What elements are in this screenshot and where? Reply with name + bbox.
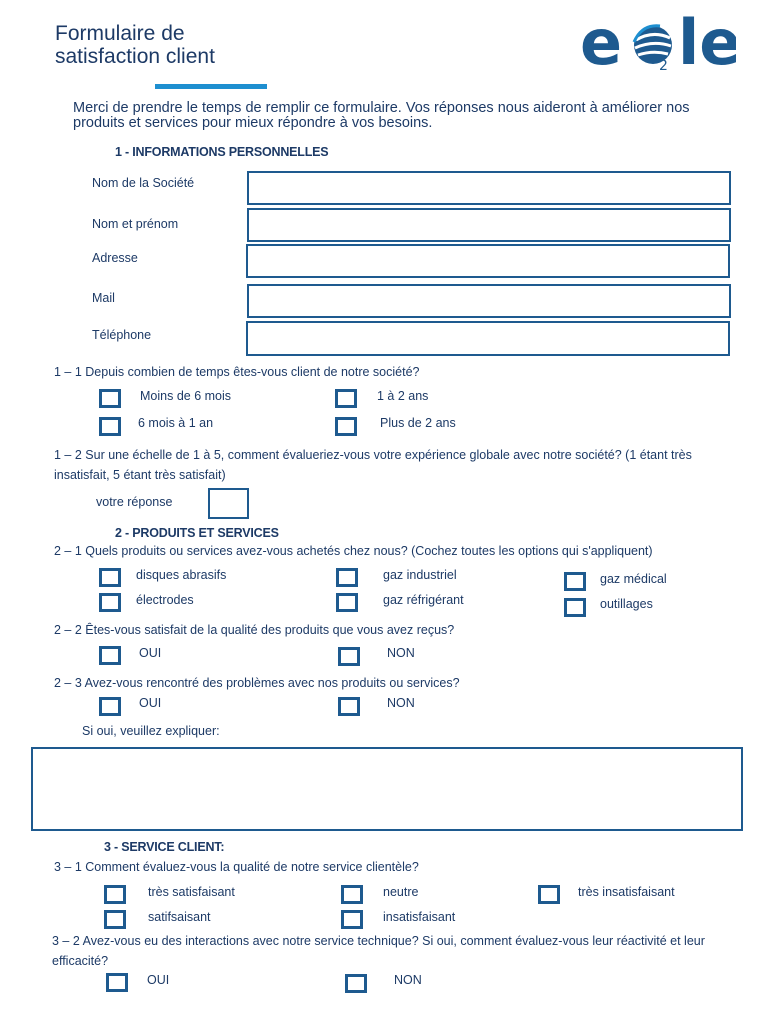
- rating-input[interactable]: [208, 488, 249, 519]
- explanation-textarea[interactable]: [31, 747, 743, 831]
- phone-label: Téléphone: [92, 328, 152, 342]
- name-label: Nom et prénom: [92, 217, 179, 231]
- checkbox-industrial-gas[interactable]: [336, 568, 358, 587]
- company-logo: [580, 8, 736, 72]
- checkbox-abrasive-discs[interactable]: [99, 568, 121, 587]
- title-underline: [155, 84, 267, 89]
- no-label: NON: [387, 696, 415, 710]
- question-1-1: 1 – 1 Depuis combien de temps êtes-vous client de notre société?: [54, 365, 420, 379]
- question-2-3: 2 – 3 Avez-vous rencontré des problèmes avec nos produits ou services?: [54, 676, 460, 690]
- page-title: [55, 22, 315, 68]
- no-label: NON: [394, 973, 422, 987]
- address-label: Adresse: [92, 251, 138, 265]
- question-2-1: 2 – 1 Quels produits ou services avez-vous achetés chez nous? (Cochez toutes les options qui s'appliquent): [54, 544, 653, 558]
- name-field[interactable]: [247, 208, 731, 242]
- option-label: satifsaisant: [148, 910, 211, 924]
- address-field[interactable]: [246, 244, 730, 278]
- mail-field[interactable]: [247, 284, 731, 318]
- checkbox-very-satisfying[interactable]: [104, 885, 126, 904]
- question-3-1: 3 – 1 Comment évaluez-vous la qualité de notre service clientèle?: [54, 860, 419, 874]
- checkbox-satisfying[interactable]: [104, 910, 126, 929]
- checkbox-refrigerant-gas[interactable]: [336, 593, 358, 612]
- question-1-2: 1 – 2 Sur une échelle de 1 à 5, comment évalueriez-vous votre expérience globale avec notre société? (1 étant très insatisfait, 5 étant très satisfait): [54, 448, 692, 482]
- phone-field[interactable]: [246, 321, 730, 356]
- checkbox-6-months-1-year[interactable]: [99, 417, 121, 436]
- option-label: disques abrasifs: [136, 568, 227, 582]
- company-label: Nom de la Société: [92, 176, 195, 190]
- company-field[interactable]: [247, 171, 731, 205]
- no-label: NON: [387, 646, 415, 660]
- question-2-2: 2 – 2 Êtes-vous satisfait de la qualité des produits que vous avez reçus?: [54, 623, 455, 637]
- yes-label: OUI: [147, 973, 170, 987]
- checkbox-quality-no[interactable]: [338, 647, 360, 666]
- question-3-2: 3 – 2 Avez-vous eu des interactions avec notre service technique? Si oui, comment évaluez-vous leur réactivité et leur efficacité?: [52, 934, 705, 968]
- svg-text:le: le: [678, 8, 736, 72]
- checkbox-technical-yes[interactable]: [106, 973, 128, 992]
- logo-text: e: [580, 8, 623, 72]
- intro-text: Merci de prendre le temps de remplir ce formulaire. Vos réponses nous aideront à améliorer nos produits et services pour mieux répondre à vos besoins.: [73, 100, 690, 131]
- option-label: très satisfaisant: [148, 885, 235, 899]
- yes-label: OUI: [139, 696, 162, 710]
- checkbox-very-unsatisfying[interactable]: [538, 885, 560, 904]
- option-label: gaz réfrigérant: [383, 593, 464, 607]
- option-label: Moins de 6 mois: [140, 389, 232, 403]
- mail-label: Mail: [92, 291, 115, 305]
- explain-label: Si oui, veuillez expliquer:: [82, 724, 220, 738]
- option-label: très insatisfaisant: [578, 885, 675, 899]
- checkbox-problems-no[interactable]: [338, 697, 360, 716]
- checkbox-1-2-years[interactable]: [335, 389, 357, 408]
- option-label: 1 à 2 ans: [377, 389, 429, 403]
- option-label: gaz industriel: [383, 568, 457, 582]
- page-title-line2: satisfaction client: [55, 45, 215, 68]
- yes-label: OUI: [139, 646, 162, 660]
- checkbox-problems-yes[interactable]: [99, 697, 121, 716]
- checkbox-tools[interactable]: [564, 598, 586, 617]
- checkbox-quality-yes[interactable]: [99, 646, 121, 665]
- checkbox-electrodes[interactable]: [99, 593, 121, 612]
- checkbox-neutral[interactable]: [341, 885, 363, 904]
- option-label: 6 mois à 1 an: [138, 416, 214, 430]
- section-heading-1: 1 - INFORMATIONS PERSONNELLES: [115, 145, 329, 159]
- option-label: outillages: [600, 597, 653, 611]
- option-label: électrodes: [136, 593, 194, 607]
- option-label: Plus de 2 ans: [380, 416, 456, 430]
- page-title-line1: Formulaire de: [55, 22, 185, 45]
- checkbox-more-2-years[interactable]: [335, 417, 357, 436]
- option-label: insatisfaisant: [383, 910, 456, 924]
- checkbox-unsatisfying[interactable]: [341, 910, 363, 929]
- checkbox-technical-no[interactable]: [345, 974, 367, 993]
- checkbox-medical-gas[interactable]: [564, 572, 586, 591]
- section-heading-2: 2 - PRODUITS ET SERVICES: [115, 526, 279, 540]
- option-label: gaz médical: [600, 572, 667, 586]
- option-label: neutre: [383, 885, 419, 899]
- rating-label: votre réponse: [96, 495, 173, 509]
- checkbox-less-6-months[interactable]: [99, 389, 121, 408]
- section-heading-3: 3 - SERVICE CLIENT:: [104, 840, 225, 854]
- logo-subscript: 2: [659, 58, 668, 72]
